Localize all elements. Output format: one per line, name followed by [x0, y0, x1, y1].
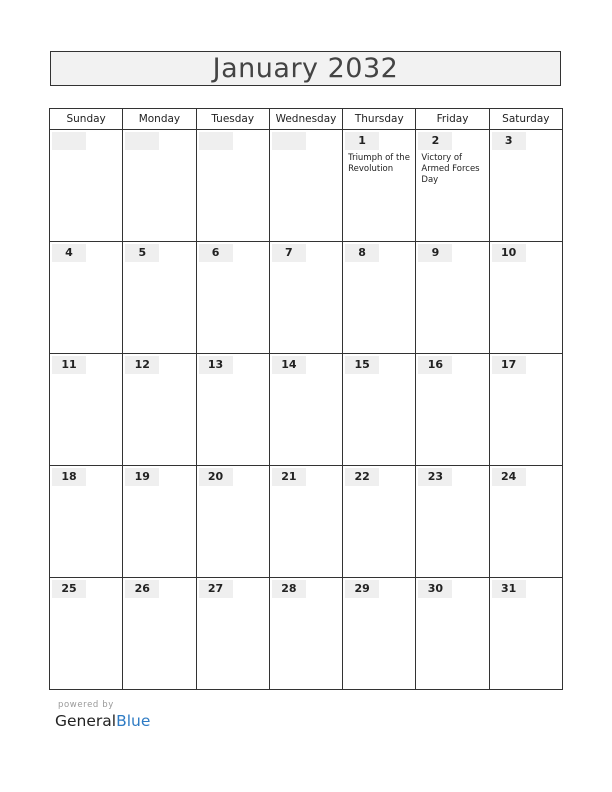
weekday-wednesday: Wednesday — [269, 109, 342, 130]
day-cell — [123, 578, 196, 690]
day-number: 26 — [125, 580, 159, 598]
day-cell — [269, 578, 342, 690]
day-cell — [123, 130, 196, 242]
day-number: 16 — [418, 356, 452, 374]
day-cell — [269, 354, 342, 466]
day-number — [52, 132, 86, 150]
weekday-saturday: Saturday — [489, 109, 562, 130]
day-number: 12 — [125, 356, 159, 374]
day-number: 27 — [199, 580, 233, 598]
day-cell — [343, 242, 416, 354]
day-cell — [489, 354, 562, 466]
day-cell — [50, 130, 123, 242]
day-number: 24 — [492, 468, 526, 486]
calendar-title: January 2032 — [212, 53, 399, 84]
day-number — [125, 132, 159, 150]
day-number: 8 — [345, 244, 379, 262]
brand-blue-text: Blue — [116, 712, 151, 730]
day-number: 5 — [125, 244, 159, 262]
day-number: 21 — [272, 468, 306, 486]
day-number: 20 — [199, 468, 233, 486]
day-cell — [123, 354, 196, 466]
day-cell — [343, 354, 416, 466]
day-cell — [196, 578, 269, 690]
week-row — [50, 242, 563, 354]
day-number: 1 — [345, 132, 379, 150]
weekday-sunday: Sunday — [50, 109, 123, 130]
day-cell — [416, 354, 489, 466]
day-number: 29 — [345, 580, 379, 598]
weekday-header-row — [50, 109, 563, 130]
footer-branding — [55, 700, 150, 730]
day-number: 2 — [418, 132, 452, 150]
day-cell — [343, 130, 416, 242]
weekday-monday: Monday — [123, 109, 196, 130]
day-number: 28 — [272, 580, 306, 598]
day-number: 9 — [418, 244, 452, 262]
day-number — [199, 132, 233, 150]
holiday-label: Victory of Armed Forces Day — [421, 153, 480, 185]
day-number: 11 — [52, 356, 86, 374]
week-row — [50, 130, 563, 242]
day-cell — [123, 466, 196, 578]
day-cell — [343, 578, 416, 690]
day-cell — [489, 130, 562, 242]
day-cell — [343, 466, 416, 578]
day-cell — [50, 242, 123, 354]
day-cell — [489, 578, 562, 690]
day-cell — [269, 466, 342, 578]
day-number: 17 — [492, 356, 526, 374]
day-cell — [196, 354, 269, 466]
month-calendar-grid — [49, 108, 563, 690]
week-row — [50, 354, 563, 466]
day-number: 6 — [199, 244, 233, 262]
generalblue-logo[interactable] — [55, 712, 150, 730]
day-cell — [416, 242, 489, 354]
day-cell — [50, 578, 123, 690]
day-cell — [416, 466, 489, 578]
day-cell — [489, 242, 562, 354]
day-cell — [196, 466, 269, 578]
day-cell — [196, 130, 269, 242]
day-cell — [269, 130, 342, 242]
day-cell — [416, 130, 489, 242]
day-number: 23 — [418, 468, 452, 486]
holiday-label: Triumph of the Revolution — [348, 153, 410, 174]
day-cell — [269, 242, 342, 354]
day-cell — [416, 578, 489, 690]
day-number — [272, 132, 306, 150]
day-number: 19 — [125, 468, 159, 486]
day-number: 31 — [492, 580, 526, 598]
calendar-title-box — [50, 51, 561, 86]
weekday-thursday: Thursday — [343, 109, 416, 130]
day-cell — [50, 354, 123, 466]
day-number: 25 — [52, 580, 86, 598]
week-row — [50, 578, 563, 690]
day-number: 10 — [492, 244, 526, 262]
day-number: 15 — [345, 356, 379, 374]
day-number: 4 — [52, 244, 86, 262]
day-number: 13 — [199, 356, 233, 374]
weekday-friday: Friday — [416, 109, 489, 130]
powered-by-text: powered by — [58, 700, 114, 710]
day-cell — [196, 242, 269, 354]
brand-general-text: General — [55, 712, 117, 730]
day-number: 14 — [272, 356, 306, 374]
day-cell — [50, 466, 123, 578]
day-cell — [489, 466, 562, 578]
week-row — [50, 466, 563, 578]
day-cell — [123, 242, 196, 354]
day-number: 30 — [418, 580, 452, 598]
weekday-tuesday: Tuesday — [196, 109, 269, 130]
day-number: 22 — [345, 468, 379, 486]
day-number: 7 — [272, 244, 306, 262]
day-number: 18 — [52, 468, 86, 486]
day-number: 3 — [492, 132, 526, 150]
